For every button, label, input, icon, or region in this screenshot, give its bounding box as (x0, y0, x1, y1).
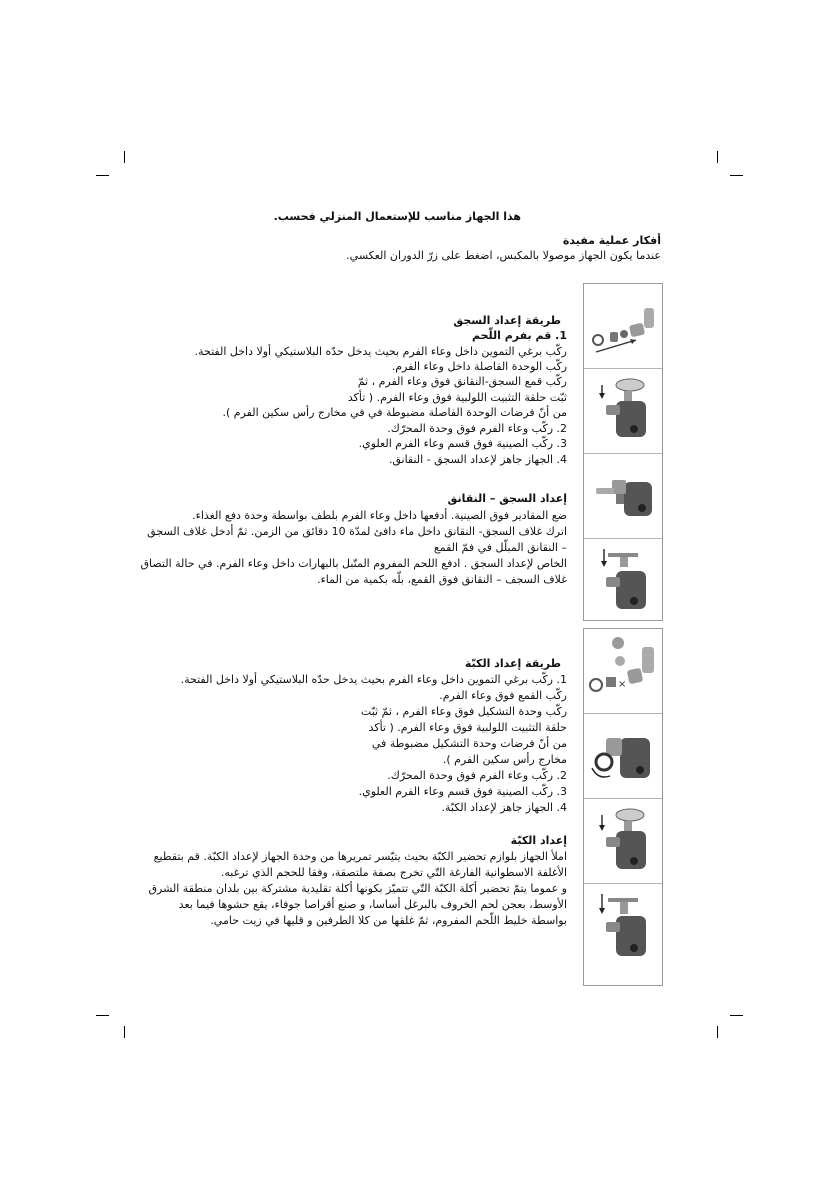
sausage-prep-line: اترك غلاف السجق- النقانق داخل ماء دافئ لمدّة 10 دقائق من الزمن. ثمّ أدخل غلاف السجق (147, 525, 567, 538)
crop-mark-top-right-vertical (717, 151, 718, 163)
crop-mark-bottom-right-vertical (717, 1026, 718, 1038)
sausage-prep-line: ضع المقادير فوق الصينية. أدفعها داخل وعاء الفرم بلطف بواسطة وحدة دفع الغذاء. (192, 509, 567, 522)
crop-mark-bottom-left-vertical (124, 1026, 125, 1038)
kebbe-setup-line: مخارج رأس سكين الفرم ). (442, 753, 567, 766)
kebbe-prep-line: املأ الجهاز بلوازم تحضير الكبّة بحيث يتيّسر تمريرها من وحدة الجهاز لإعداد الكبّة. قم بتقطيع (153, 850, 567, 863)
kebbe-setup-line: من أنّ فرضات وحدة التشكيل مضبوطة في (371, 737, 567, 750)
sausage-prep-line: – النقانق المبلّل في فمّ القمع (433, 541, 567, 554)
sausage-setup-line: من أنّ فرضات الوحدة الفاصلة مضبوطة في في مخارج رأس سكين الفرم ). (222, 406, 567, 419)
kebbe-parts-exploded-icon (584, 629, 662, 714)
svg-text:×: × (618, 679, 627, 690)
sausage-setup-line: ركّب برغي التموين داخل وعاء الفرم بحيث يدخل حدّه البلاستيكي أولا داخل الفتحة. (194, 345, 567, 358)
sausage-setup-line: 2. ركّب وعاء الفرم فوق وحدة المحرّك. (387, 422, 567, 435)
kebbe-pusher-icon (584, 884, 662, 968)
kebbe-figure-column (583, 628, 663, 986)
sausage-setup-line: 4. الجهاز جاهز لإعداد السجق - النقانق. (388, 453, 567, 466)
sausage-setup-line: 3. ركّب الصينية فوق قسم وعاء الفرم العلوي. (358, 437, 567, 450)
kebbe-setup-line: 1. ركّب برغي التموين داخل وعاء الفرم بحيث يدخل حدّه البلاستيكي أولا داخل الفتحة. (180, 673, 567, 686)
sausage-tray-mount-icon (584, 369, 662, 454)
kebbe-ring-tighten-icon (584, 714, 662, 799)
sausage-setup-line: ركّب الوحدة الفاصلة داخل وعاء الفرم. (391, 360, 567, 373)
kebbe-setup-line: حلقة التثبيت اللولبية فوق وعاء الفرم. ( تأكد (368, 721, 567, 734)
kebbe-prep-line: بواسطة خليط اللّحم المفروم، ثمّ غلقها من كلا الطرفين و قليها في زيت حامي. (210, 914, 567, 927)
kebbe-setup-title: طريقة إعداد الكبّة (464, 657, 561, 670)
kebbe-setup-line: 4. الجهاز جاهز لإعداد الكبّة. (441, 801, 567, 814)
kebbe-setup-line: 3. ركّب الصينية فوق قسم وعاء الفرم العلوي. (358, 785, 567, 798)
sausage-step1-heading: 1. قم بفرم اللّحم (471, 329, 567, 342)
kebbe-prep-line: و عموما يتمّ تحضير أكلة الكبّة التّي تتميّز بكونها أكلة تقليدية مشتركة بين بلدان منطقة الشرق (148, 882, 567, 895)
kebbe-prep-line: الأغلفة الاسطوانية الفارغة التّي تخرج بصفة ملتصقة، وفقا للحجم الذي ترغبه. (220, 866, 567, 879)
kebbe-prep-title: إعداد الكبّة (510, 834, 567, 847)
sausage-setup-line: ركّب قمع السجق-النقانق فوق وعاء الفرم ، ثمّ (357, 375, 567, 388)
sausage-figure-column (583, 283, 663, 621)
kebbe-prep-line: الأوسط، بعجن لحم الخروف بالبرغل أساسا، و صنع أقراصا جوفاء، يقع حشوها فيما بعد (178, 898, 567, 911)
sausage-pusher-icon (584, 539, 662, 623)
crop-mark-bottom-right-horizontal (730, 1015, 743, 1016)
household-use-notice: هذا الجهاز مناسب للإستعمال المنزلي فحسب. (273, 210, 521, 223)
sausage-prep-title: إعداد السجق – النقانق (447, 492, 567, 505)
kebbe-setup-line: ركّب القمع فوق وعاء الفرم. (439, 689, 567, 702)
kebbe-setup-line: ركّب وحدة التشكيل فوق وعاء الفرم ، ثمّ ثبّت (360, 705, 567, 718)
sausage-attachment-icon (584, 454, 662, 539)
crop-mark-top-left-horizontal (96, 175, 109, 176)
kebbe-setup-line: 2. ركّب وعاء الفرم فوق وحدة المحرّك. (387, 769, 567, 782)
sausage-setup-line: ثبّت حلقة التثبيت اللولبية فوق وعاء الفرم. ( تأكد (347, 391, 567, 404)
crop-mark-bottom-left-horizontal (96, 1015, 109, 1016)
sausage-prep-line: غلاف السجف – النقانق فوق القمع، بلّه بكمية من الماء. (317, 573, 567, 586)
tips-title: أفكار عملية مفيدة (562, 234, 661, 247)
crop-mark-top-right-horizontal (730, 175, 743, 176)
tips-text: عندما يكون الجهاز موصولا بالمكبس، اضغط على زرّ الدوران العكسي. (346, 249, 661, 262)
crop-mark-top-left-vertical (124, 151, 125, 163)
sausage-setup-title: طريقة إعداد السجق (453, 314, 561, 327)
sausage-parts-exploded-icon (584, 284, 662, 369)
sausage-prep-line: الخاص لإعداد السجق . ادفع اللحم المفروم المتّبل بالبهارات داخل وعاء الفرم. في حالة التصاق (140, 557, 567, 570)
kebbe-tray-mount-icon (584, 799, 662, 884)
